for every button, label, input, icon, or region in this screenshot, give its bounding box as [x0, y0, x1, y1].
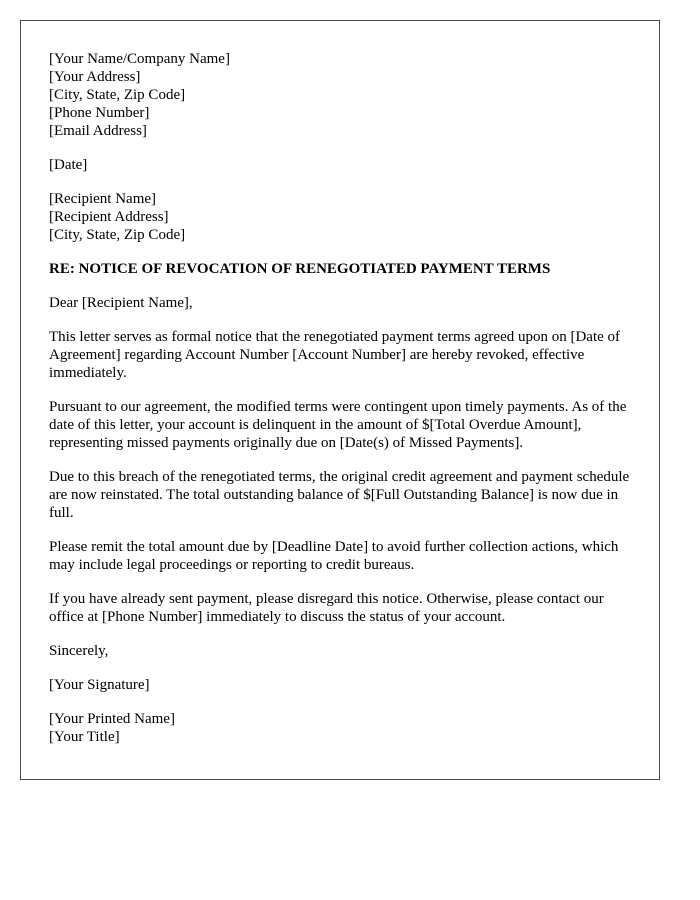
sender-address: [Your Address] — [49, 69, 141, 85]
sender-name: [Your Name/Company Name] — [49, 51, 230, 67]
body-paragraph: Due to this breach of the renegotiated terms, the original credit agreement and payment schedule are now reinstated. The total outstanding balance of $[Full Outstanding Balance] is now due in full. — [49, 469, 630, 521]
recipient-address: [Recipient Address] — [49, 209, 169, 225]
recipient-block — [49, 190, 631, 244]
letter-page — [20, 20, 660, 780]
sender-email: [Email Address] — [49, 123, 147, 139]
recipient-city-state-zip: [City, State, Zip Code] — [49, 227, 186, 243]
sender-phone: [Phone Number] — [49, 105, 150, 121]
body-paragraph: Pursuant to our agreement, the modified terms were contingent upon timely payments. As of the date of this letter, your account is delinquent in the amount of $[Total Overdue Amount], representing missed payments originally due on [Date(s) of Missed Payments]. — [49, 399, 627, 451]
body-paragraph: If you have already sent payment, please disregard this notice. Otherwise, please contact our office at [Phone Number] immediately to discuss the status of your account. — [49, 591, 604, 625]
body-paragraph: This letter serves as formal notice that the renegotiated payment terms agreed upon on [Date of Agreement] regarding Account Number [Account Number] are hereby revoked, effective immediately. — [49, 329, 621, 381]
body-paragraph: Please remit the total amount due by [Deadline Date] to avoid further collection actions, which may include legal proceedings or reporting to credit bureaus. — [49, 539, 619, 573]
salutation: Dear [Recipient Name], — [49, 295, 193, 311]
sender-city-state-zip: [City, State, Zip Code] — [49, 87, 186, 103]
subject-line: RE: NOTICE OF REVOCATION OF RENEGOTIATED PAYMENT TERMS — [49, 261, 551, 277]
signer-title: [Your Title] — [49, 729, 120, 745]
printed-name: [Your Printed Name] — [49, 711, 175, 727]
date-block — [49, 156, 631, 174]
closing: Sincerely, — [49, 643, 109, 659]
signer-block — [49, 710, 631, 746]
recipient-name: [Recipient Name] — [49, 191, 157, 207]
signature: [Your Signature] — [49, 677, 150, 693]
sender-block — [49, 50, 631, 140]
letter-date: [Date] — [49, 157, 88, 173]
